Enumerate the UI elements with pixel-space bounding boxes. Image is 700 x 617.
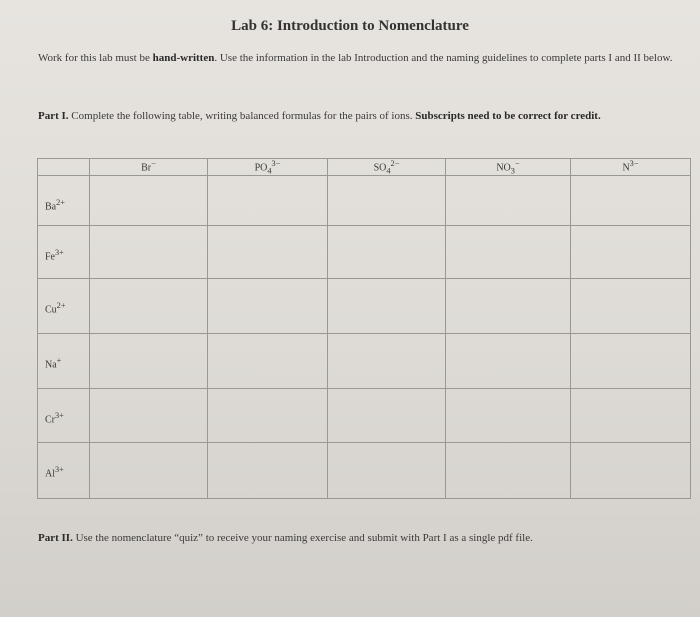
page-title: Lab 6: Introduction to Nomenclature	[231, 18, 469, 34]
answer-cell[interactable]	[208, 279, 328, 334]
answer-cell[interactable]	[90, 176, 208, 226]
answer-cell[interactable]	[446, 334, 571, 389]
answer-cell[interactable]	[571, 279, 691, 334]
cation-label: Na+	[38, 334, 90, 389]
ion-table	[37, 158, 691, 499]
intro-bold-text: hand-written	[152, 52, 215, 64]
answer-cell[interactable]	[328, 389, 446, 443]
table-row	[38, 389, 691, 443]
table-row	[38, 334, 691, 389]
part2-instructions	[38, 530, 688, 546]
intro-text-b: . Use the information in the lab Introduction and the naming guidelines to complete parts I and II below.	[214, 52, 673, 64]
answer-cell[interactable]	[446, 279, 571, 334]
anion-header: $N^{3-}$	[571, 159, 691, 176]
intro-paragraph	[38, 50, 678, 66]
table-row	[38, 176, 691, 226]
answer-cell[interactable]	[208, 176, 328, 226]
cation-label: $Fe^{3+}$	[38, 226, 90, 279]
cation-label: $Ba^{2+}$	[38, 176, 90, 226]
answer-cell[interactable]	[328, 226, 446, 279]
table-header-row	[38, 159, 691, 176]
cation-label: $Cr^{3+}$	[38, 389, 90, 443]
answer-cell[interactable]	[328, 334, 446, 389]
answer-cell[interactable]	[328, 279, 446, 334]
answer-cell[interactable]	[90, 279, 208, 334]
answer-cell[interactable]	[90, 334, 208, 389]
anion-header: Br−	[90, 159, 208, 176]
part2-text: Use the nomenclature “quiz” to receive your naming exercise and submit with Part I as a single pdf file.	[72, 532, 533, 544]
cation-label: $Cu^{2+}$	[38, 279, 90, 334]
part2-label: Part II.	[38, 532, 73, 544]
answer-cell[interactable]	[328, 443, 446, 499]
answer-cell[interactable]	[208, 443, 328, 499]
part1-label: Part I.	[38, 110, 69, 122]
ion-table-container	[37, 158, 690, 496]
answer-cell[interactable]	[571, 226, 691, 279]
intro-text-a: Work for this lab must be	[38, 52, 153, 64]
anion-header: $NO_3^-$	[446, 159, 571, 176]
answer-cell[interactable]	[571, 334, 691, 389]
answer-cell[interactable]	[446, 443, 571, 499]
answer-cell[interactable]	[571, 443, 691, 499]
anion-header: $PO_4^{3-}$	[208, 159, 328, 176]
answer-cell[interactable]	[446, 226, 571, 279]
table-corner-cell	[38, 159, 90, 176]
answer-cell[interactable]	[208, 226, 328, 279]
answer-cell[interactable]	[571, 389, 691, 443]
answer-cell[interactable]	[90, 226, 208, 279]
anion-header: $SO_4^{2-}$	[328, 159, 446, 176]
answer-cell[interactable]	[208, 389, 328, 443]
answer-cell[interactable]	[328, 176, 446, 226]
part1-text: Complete the following table, writing balanced formulas for the pairs of ions.	[68, 110, 416, 122]
table-row	[38, 443, 691, 499]
cation-label: $Al^{3+}$	[38, 443, 90, 499]
answer-cell[interactable]	[571, 176, 691, 226]
answer-cell[interactable]	[208, 334, 328, 389]
answer-cell[interactable]	[446, 176, 571, 226]
part1-bold-text: Subscripts need to be correct for credit.	[415, 110, 601, 122]
answer-cell[interactable]	[90, 389, 208, 443]
table-row	[38, 279, 691, 334]
answer-cell[interactable]	[446, 389, 571, 443]
part1-instructions	[38, 108, 688, 124]
table-row	[38, 226, 691, 279]
answer-cell[interactable]	[90, 443, 208, 499]
